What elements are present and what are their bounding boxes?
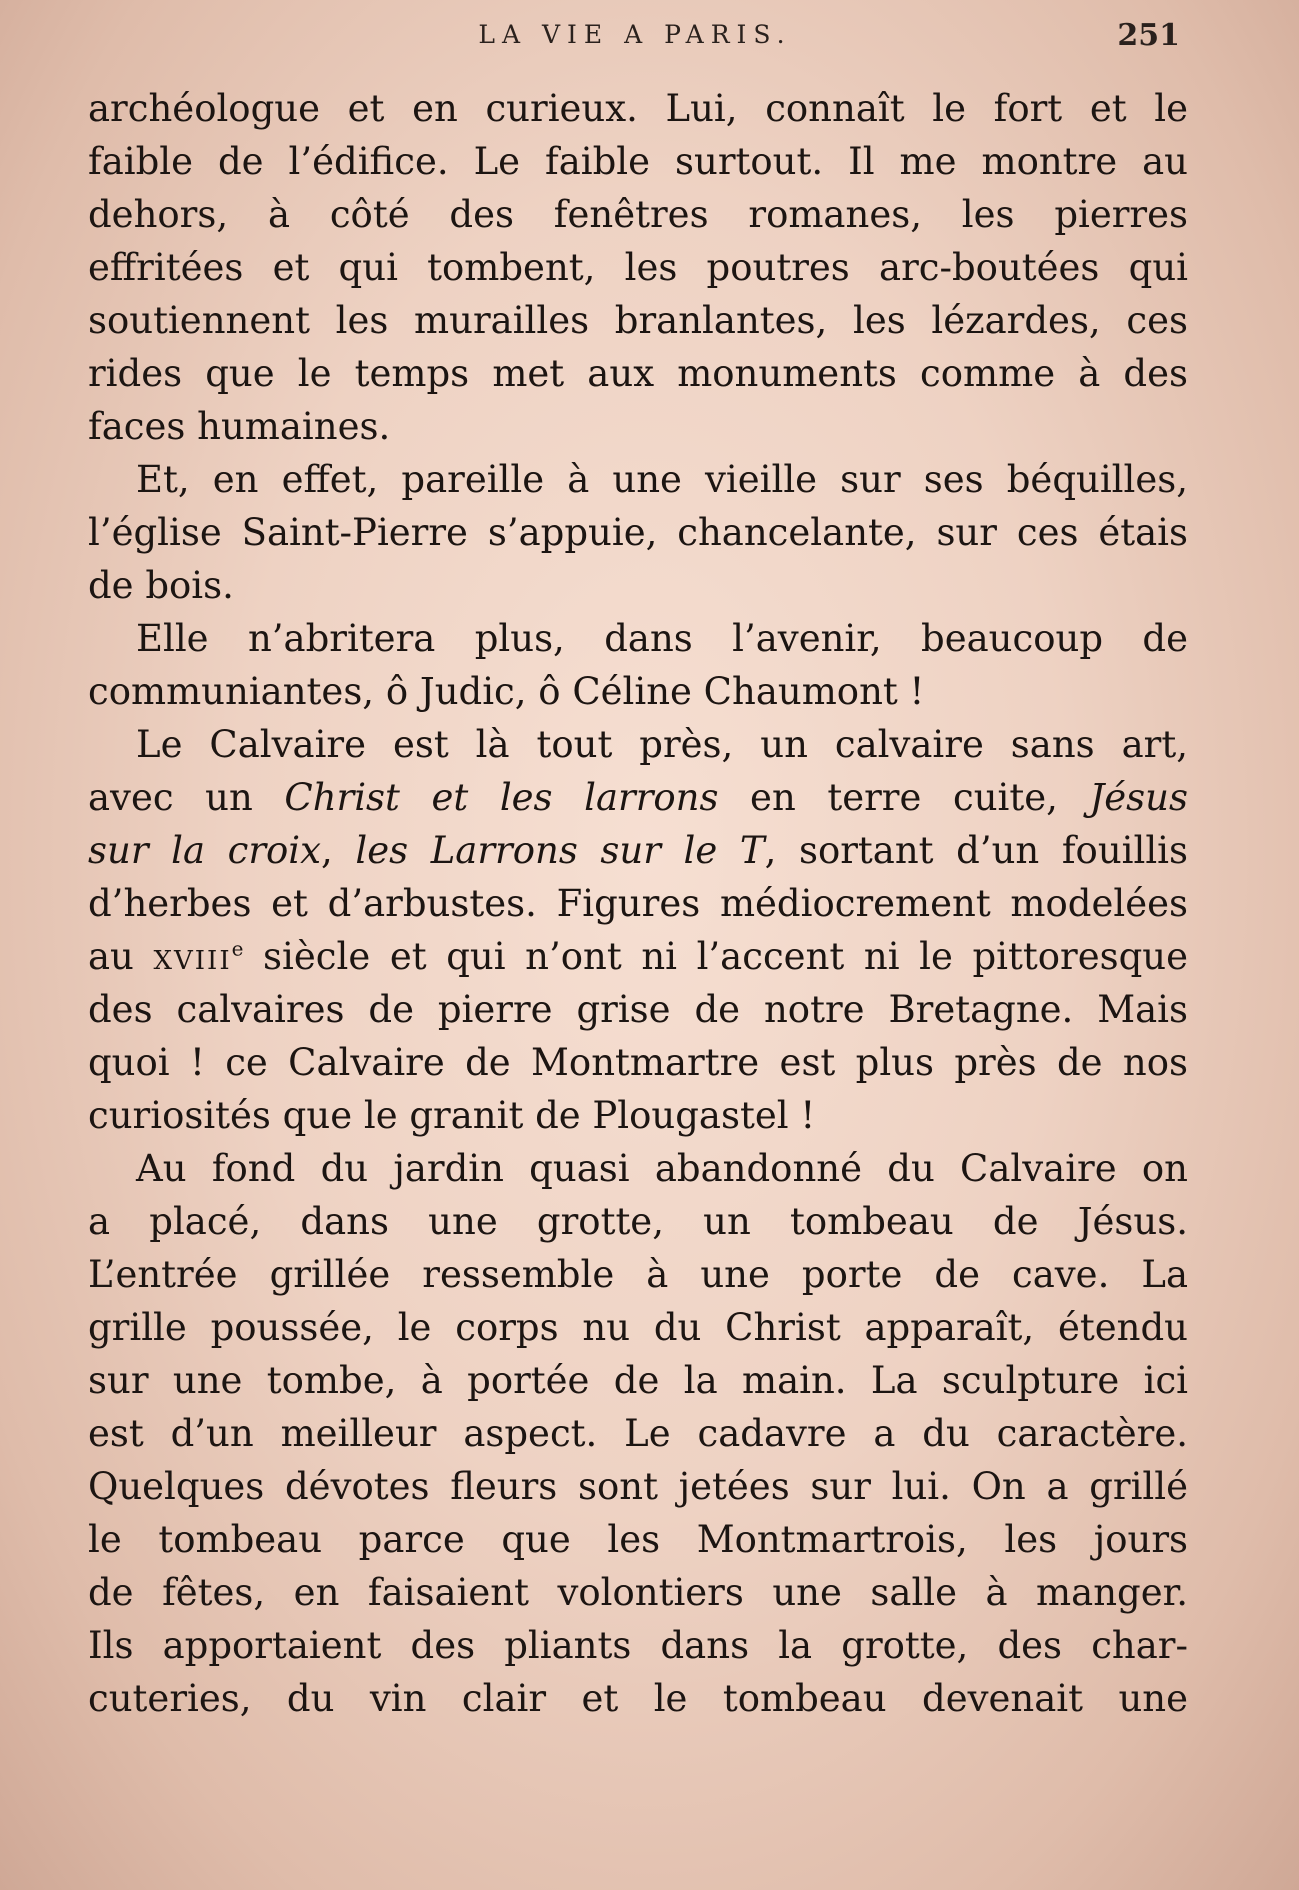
- text-line: l’église Saint-Pierre s’appuie, chancelante, sur ces étais: [88, 511, 1188, 554]
- text-line: effritées et qui tombent, les poutres arc-boutées qui: [88, 246, 1188, 289]
- century-numeral: XVIII: [153, 946, 232, 976]
- text-line: est d’un meilleur aspect. Le cadavre a du caractère.: [88, 1412, 1188, 1455]
- text-line: le tombeau parce que les Montmartrois, les jours: [88, 1518, 1188, 1561]
- text-line: des calvaires de pierre grise de notre Bretagne. Mais: [88, 988, 1188, 1031]
- paragraph-start-line: Au fond du jardin quasi abandonné du Calvaire on: [136, 1147, 1188, 1190]
- text-line: [88, 771, 1188, 824]
- text-line: quoi ! ce Calvaire de Montmartre est plus près de nos: [88, 1041, 1188, 1084]
- ordinal-suffix: e: [231, 936, 244, 961]
- italic-title: Christ et les larrons: [284, 776, 719, 819]
- paragraph-end-line: faces humaines.: [88, 405, 391, 448]
- text-line: dehors, à côté des fenêtres romanes, les pierres: [88, 193, 1188, 236]
- text-line: sur une tombe, à portée de la main. La sculpture ici: [88, 1359, 1188, 1402]
- text-line: rides que le temps met aux monuments comme à des: [88, 352, 1188, 395]
- paragraph-end-line: de bois.: [88, 564, 234, 607]
- paragraph-end-line: curiosités que le granit de Plougastel !: [88, 1094, 816, 1137]
- text-line: L’entrée grillée ressemble à une porte de cave. La: [88, 1253, 1188, 1296]
- running-head: [90, 20, 1180, 60]
- text-run: ,: [321, 829, 356, 872]
- page-number: 251: [1117, 18, 1180, 53]
- text-line: grille poussée, le corps nu du Christ apparaît, étendu: [88, 1306, 1188, 1349]
- text-line: Ils apportaient des pliants dans la grotte, des char-: [88, 1624, 1188, 1667]
- text-line: [88, 930, 1188, 983]
- text-line: de fêtes, en faisaient volontiers une salle à manger.: [88, 1571, 1188, 1614]
- paragraph-end-line: communiantes, ô Judic, ô Céline Chaumont !: [88, 670, 925, 713]
- text-run: , sortant d’un fouillis: [764, 829, 1188, 872]
- italic-title: les Larrons sur le T: [355, 829, 765, 872]
- text-line: Quelques dévotes fleurs sont jetées sur lui. On a grillé: [88, 1465, 1188, 1508]
- text-line: faible de l’édifice. Le faible surtout. Il me montre au: [88, 140, 1188, 183]
- text-line: cuteries, du vin clair et le tombeau devenait une: [88, 1677, 1188, 1720]
- running-title: LA VIE A PARIS.: [478, 20, 792, 49]
- text-run: avec un: [88, 776, 285, 819]
- text-line: soutiennent les murailles branlantes, les lézardes, ces: [88, 299, 1188, 342]
- text-line: d’herbes et d’arbustes. Figures médiocrement modelées: [88, 882, 1188, 925]
- body-text: [88, 82, 1188, 1725]
- text-line: archéologue et en curieux. Lui, connaît le fort et le: [88, 87, 1188, 130]
- text-run: siècle et qui n’ont ni l’accent ni le pittoresque: [243, 935, 1188, 978]
- text-run: au: [88, 935, 154, 978]
- paragraph-start-line: Elle n’abritera plus, dans l’avenir, beaucoup de: [136, 617, 1188, 660]
- text-line: [88, 824, 1188, 877]
- italic-title: Jésus: [1089, 776, 1188, 819]
- paragraph-start-line: Le Calvaire est là tout près, un calvaire sans art,: [136, 723, 1188, 766]
- text-line: a placé, dans une grotte, un tombeau de Jésus.: [88, 1200, 1188, 1243]
- italic-title: sur la croix: [88, 829, 322, 872]
- text-run: en terre cuite,: [718, 776, 1090, 819]
- paragraph-start-line: Et, en effet, pareille à une vieille sur ses béquilles,: [136, 458, 1188, 501]
